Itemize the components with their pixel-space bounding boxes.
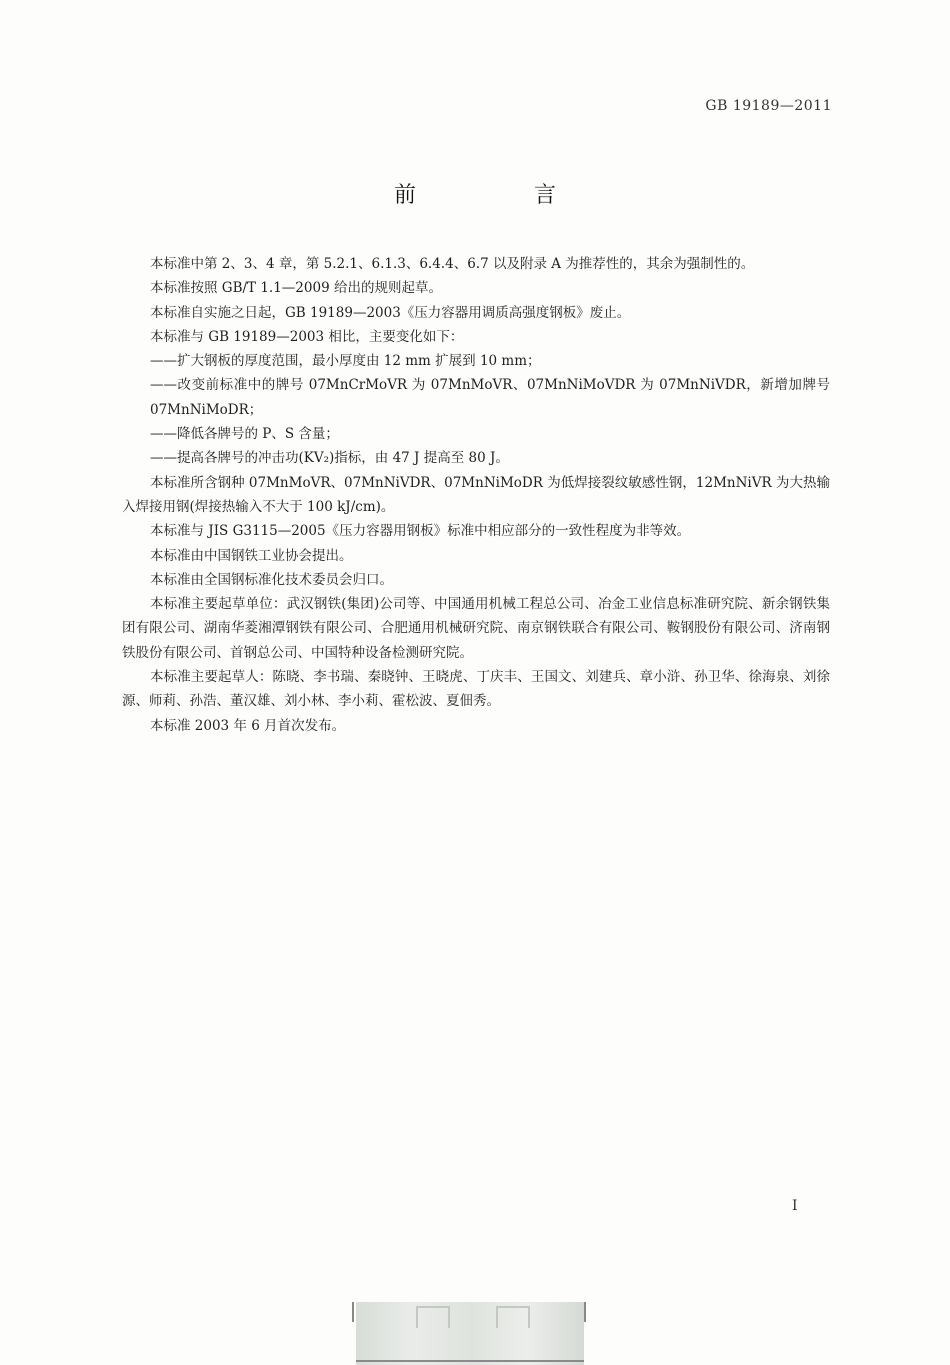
paragraph: 本标准主要起草单位：武汉钢铁(集团)公司等、中国通用机械工程总公司、冶金工业信息标准研究院、新余钢铁集团有限公司、湖南华菱湘潭钢铁有限公司、合肥通用机械研究院、南京钢铁联合有限公司、鞍钢股份有限公司、济南钢铁股份有限公司、首钢总公司、中国特种设备检测研究院。 (122, 596, 830, 661)
paragraph: 本标准与 JIS G3115—2005《压力容器用钢板》标准中相应部分的一致性程度为非等效。 (150, 523, 691, 540)
paragraph: 本标准中第 2、3、4 章，第 5.2.1、6.1.3、6.4.4、6.7 以及附录 A 为推荐性的，其余为强制性的。 (150, 256, 755, 272)
change-item: ——提高各牌号的冲击功(KV₂)指标，由 47 J 提高至 80 J。 (150, 450, 509, 467)
paragraph: 本标准主要起草人：陈晓、李书瑞、秦晓钟、王晓虎、丁庆丰、王国文、刘建兵、章小浒、孙卫华、徐海泉、刘徐源、师莉、孙浩、董汉雄、刘小林、李小莉、霍松波、夏佃秀。 (122, 669, 830, 710)
scan-edge-mark (352, 1302, 354, 1322)
paragraph: 本标准自实施之日起，GB 19189—2003《压力容器用调质高强度钢板》废止。 (150, 304, 631, 321)
page-title: 前 言 (393, 183, 604, 208)
paragraph: 本标准与 GB 19189—2003 相比，主要变化如下： (150, 328, 464, 345)
paragraph: 本标准按照 GB/T 1.1—2009 给出的规则起草。 (150, 280, 442, 297)
change-item: ——改变前标准中的牌号 07MnCrMoVR 为 07MnMoVR、07MnNiMoVDR 为 07MnNiVDR，新增加牌号 07MnNiMoDR； (150, 377, 830, 418)
scan-edge-mark (584, 1302, 586, 1322)
scan-artifact-mark (496, 1306, 530, 1328)
paragraph: 本标准由中国钢铁工业协会提出。 (150, 547, 353, 564)
page-number: I (792, 1198, 798, 1214)
body-text (122, 252, 830, 738)
standard-code: GB 19189—2011 (705, 98, 832, 114)
change-item: ——扩大钢板的厚度范围，最小厚度由 12 mm 扩展到 10 mm； (150, 353, 541, 370)
scan-artifact (356, 1302, 584, 1365)
paragraph: 本标准所含钢种 07MnMoVR、07MnNiVDR、07MnNiMoDR 为低焊接裂纹敏感性钢，12MnNiVR 为大热输入焊接用钢(焊接热输入不大于 100 kJ/cm)。 (122, 474, 830, 515)
paragraph: 本标准由全国钢标准化技术委员会归口。 (150, 571, 393, 588)
paragraph: 本标准 2003 年 6 月首次发布。 (150, 717, 346, 734)
scan-edge-rule (356, 1360, 584, 1362)
change-item: ——降低各牌号的 P、S 含量； (150, 426, 339, 443)
scan-artifact-mark (416, 1306, 450, 1328)
